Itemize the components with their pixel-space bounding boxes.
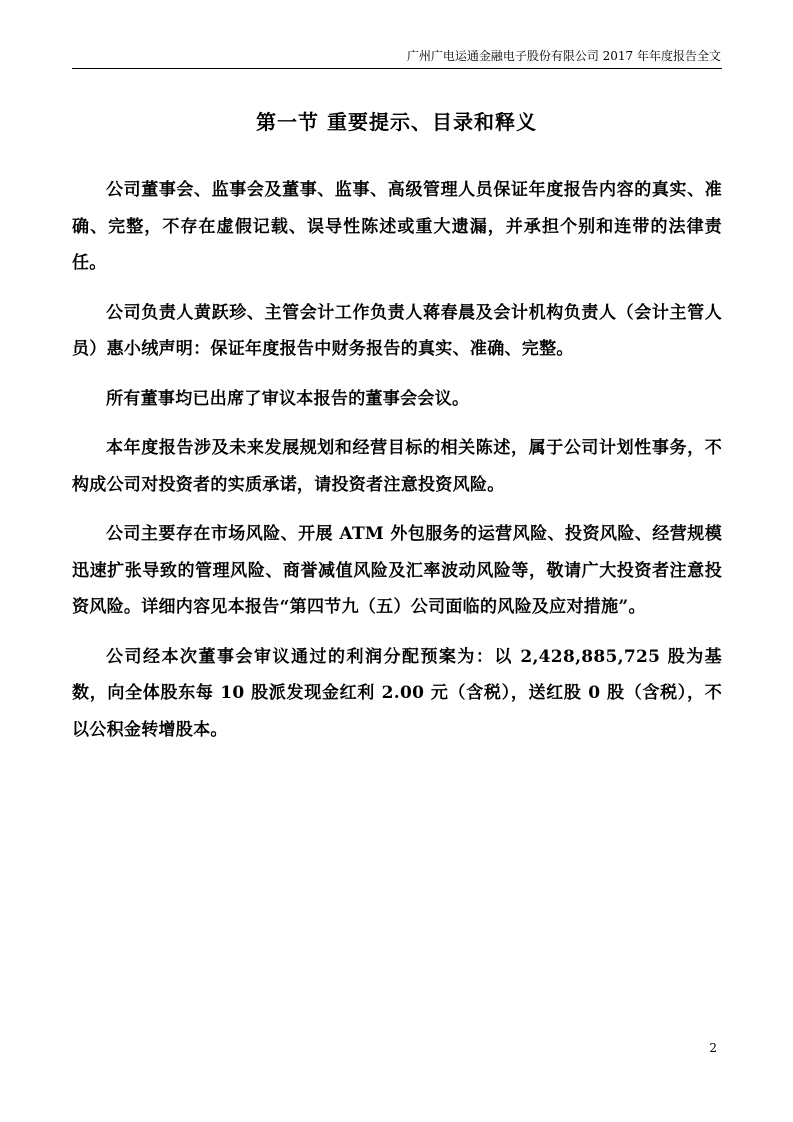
paragraph-director-attendance: 所有董事均已出席了审议本报告的董事会会议。 — [106, 388, 470, 409]
paragraph-forward-looking-statement: 本年度报告涉及未来发展规划和经营目标的相关陈述，属于公司计划性事务，不构成公司对投资者的实质承诺，请投资者注意投资风险。 — [72, 438, 722, 495]
header-divider — [72, 68, 722, 69]
paragraph-board-guarantee: 公司董事会、监事会及董事、监事、高级管理人员保证年度报告内容的真实、准确、完整，不存在虚假记载、误导性陈述或重大遗漏，并承担个别和连带的法律责任。 — [72, 180, 722, 273]
section-title: 第一节 重要提示、目录和释义 — [256, 110, 537, 134]
body-text — [72, 172, 722, 761]
paragraph-profit-distribution: 公司经本次董事会审议通过的利润分配预案为：以 2,428,885,725 股为基数，向全体股东每 10 股派发现金红利 2.00 元（含税），送红股 0 股（含税），不以公积金转增股本。 — [72, 646, 722, 740]
paragraph-risk-factors: 公司主要存在市场风险、开展 ATM 外包服务的运营风险、投资风险、经营规模迅速扩张导致的管理风险、商誉减值风险及汇率波动风险等，敬请广大投资者注意投资风险。详细内容见本报告“第四节九（五）公司面临的风险及应对措施”。 — [72, 524, 722, 617]
running-header: 广州广电运通金融电子股份有限公司 2017 年年度报告全文 — [406, 49, 721, 63]
paragraph-financial-statement-declaration: 公司负责人黄跃珍、主管会计工作负责人蒋春晨及会计机构负责人（会计主管人员）惠小绒声明：保证年度报告中财务报告的真实、准确、完整。 — [72, 302, 722, 359]
page-number: 2 — [709, 1041, 717, 1055]
